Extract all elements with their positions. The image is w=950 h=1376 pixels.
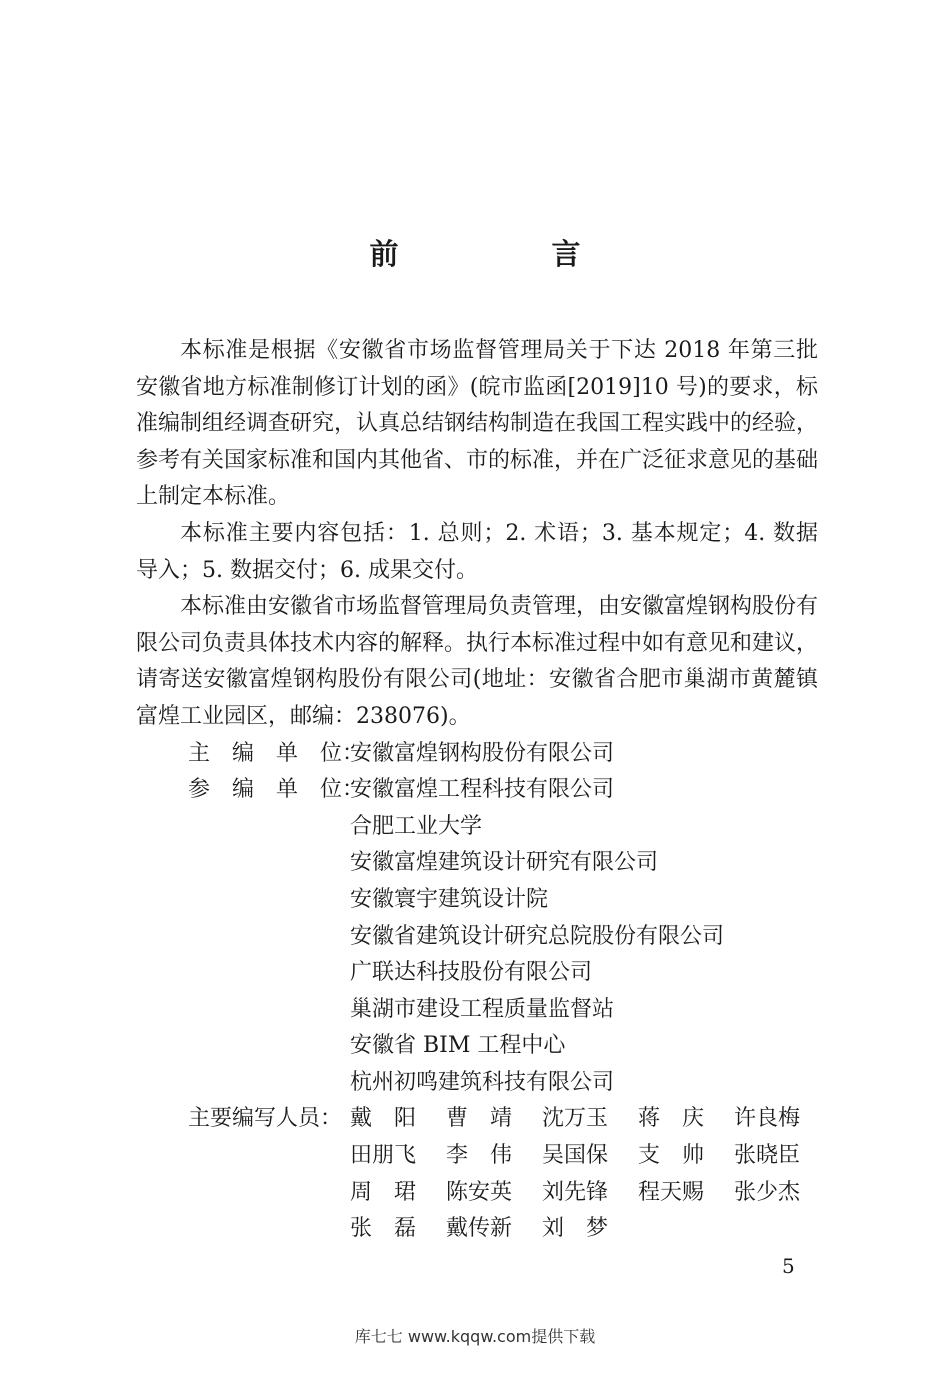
co-editor-unit: 安徽富煌工程科技有限公司 <box>350 777 615 803</box>
drafter-name: 张少杰 <box>734 1179 801 1205</box>
drafter-name: 张晓臣 <box>734 1143 801 1169</box>
co-editor-unit: 杭州初鸣建筑科技有限公司 <box>350 1069 615 1095</box>
drafter-name: 田朋飞 <box>350 1143 417 1169</box>
co-editor-unit: 安徽寰宇建筑设计院 <box>350 886 549 912</box>
drafter-name: 支 帅 <box>638 1143 705 1169</box>
page-title: 前 言 <box>369 237 643 271</box>
co-editor-unit: 安徽省 BIM 工程中心 <box>350 1033 566 1059</box>
chief-editor-label: 主 编 单 位： <box>188 740 365 766</box>
chief-editor-value: 安徽富煌钢构股份有限公司 <box>350 740 615 766</box>
drafter-name: 曹 靖 <box>446 1106 513 1132</box>
drafter-name: 沈万玉 <box>542 1106 609 1132</box>
chief-editor-row <box>136 736 818 773</box>
co-editor-unit: 广联达科技股份有限公司 <box>350 960 593 986</box>
co-editor-unit: 巢湖市建设工程质量监督站 <box>350 996 615 1022</box>
drafter-name: 张 磊 <box>350 1216 417 1242</box>
paragraph-management: 本标准由安徽省市场监督管理局负责管理，由安徽富煌钢构股份有限公司负责具体技术内容的解释。执行本标准过程中如有意见和建议，请寄送安徽富煌钢构股份有限公司(地址：安徽省合肥市巢湖市黄麓镇富煌工业园区，邮编：238076)。 <box>136 594 819 729</box>
drafters-label: 主要编写人员： <box>188 1106 343 1132</box>
drafter-name: 戴传新 <box>446 1216 513 1242</box>
drafter-name: 吴国保 <box>542 1143 609 1169</box>
co-editor-unit: 安徽富煌建筑设计研究有限公司 <box>350 850 659 876</box>
download-source-footer: 库七七 www.kqqw.com提供下载 <box>354 1327 596 1346</box>
drafter-name: 刘先锋 <box>542 1179 609 1205</box>
page-number: 5 <box>782 1254 795 1278</box>
drafter-name: 程天赐 <box>638 1179 705 1205</box>
co-editor-unit: 安徽省建筑设计研究总院股份有限公司 <box>350 923 725 949</box>
drafter-name: 戴 阳 <box>350 1106 417 1132</box>
drafter-name: 刘 梦 <box>542 1216 609 1242</box>
drafters-row <box>136 1101 818 1247</box>
preface-body <box>136 333 818 1248</box>
drafter-name: 周 珺 <box>350 1179 417 1205</box>
drafter-name: 陈安英 <box>446 1179 513 1205</box>
paragraph-contents: 本标准主要内容包括：1. 总则；2. 术语；3. 基本规定；4. 数据导入；5. 数据交付；6. 成果交付。 <box>136 520 818 583</box>
drafter-name: 李 伟 <box>446 1143 513 1169</box>
co-editors-list <box>350 772 818 1101</box>
co-editors-row <box>136 772 818 1101</box>
drafter-name: 许良梅 <box>734 1106 801 1132</box>
drafter-name: 蒋 庆 <box>638 1106 705 1132</box>
co-editor-unit: 合肥工业大学 <box>350 813 483 839</box>
co-editors-label: 参 编 单 位： <box>188 777 365 803</box>
paragraph-basis: 本标准是根据《安徽省市场监督管理局关于下达 2018 年第三批安徽省地方标准制修订计划的函》(皖市监函[2019]10 号)的要求，标准编制组经调查研究，认真总结钢结构制造在我国工程实践中的经验，参考有关国家标准和国内其他省、市的标准，并在广泛征求意见的基础上制定本标准。 <box>136 338 819 510</box>
drafters-list <box>350 1101 830 1247</box>
